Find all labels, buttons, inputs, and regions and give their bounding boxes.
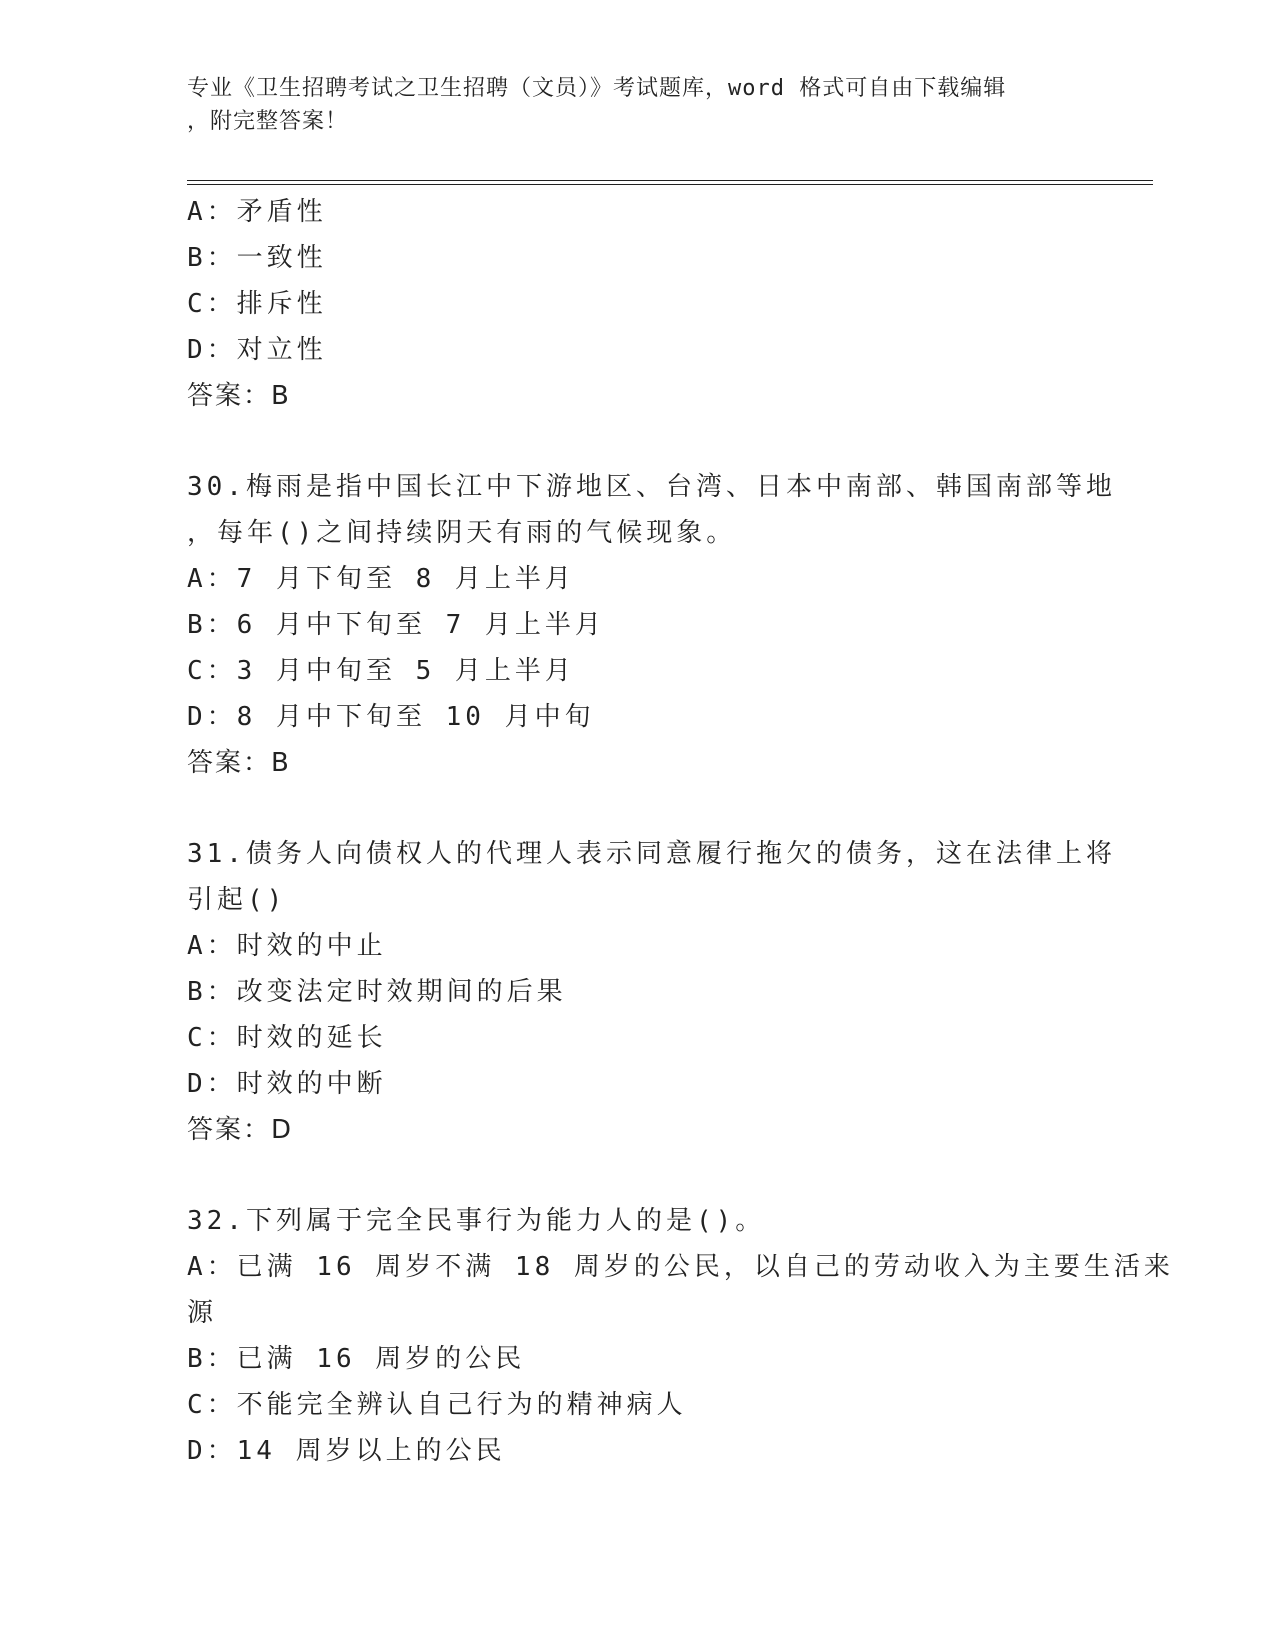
question-stem-continued: 引起() [187,885,287,915]
answer: 答案：B [187,748,291,778]
header-line-2: ，附完整答案！ [187,109,349,134]
question-stem: 32.下列属于完全民事行为能力人的是()。 [187,1206,766,1236]
option-a: A：已满 16 周岁不满 18 周岁的公民，以自己的劳动收入为主要生活来 [187,1252,1174,1282]
question-stem: 30.梅雨是指中国长江中下游地区、台湾、日本中南部、韩国南部等地 [187,472,1116,502]
option-b: B：已满 16 周岁的公民 [187,1344,526,1374]
option-a: A：矛盾性 [187,197,327,227]
document-header [187,72,1087,138]
option-c: C：3 月中旬至 5 月上半月 [187,656,575,686]
option-d: D：对立性 [187,335,327,365]
answer: 答案：B [187,381,291,411]
option-d: D：8 月中下旬至 10 月中旬 [187,702,595,732]
option-b: B：6 月中下旬至 7 月上半月 [187,610,605,640]
option-c: C：排斥性 [187,289,327,319]
option-d: D：时效的中断 [187,1069,387,1099]
option-a: A：时效的中止 [187,931,387,961]
header-divider-top [187,180,1153,181]
option-a: A：7 月下旬至 8 月上半月 [187,564,575,594]
answer: 答案：D [187,1115,294,1145]
question-stem: 31.债务人向债权人的代理人表示同意履行拖欠的债务，这在法律上将 [187,839,1116,869]
option-b: B：一致性 [187,243,327,273]
option-b: B：改变法定时效期间的后果 [187,977,567,1007]
option-d: D：14 周岁以上的公民 [187,1436,506,1466]
header-line-1: 专业《卫生招聘考试之卫生招聘（文员）》考试题库，word 格式可自由下载编辑 [187,76,1007,101]
question-31-block [187,831,1116,1153]
question-30-block [187,464,1116,786]
question-list [187,189,1174,1474]
question-29-block [187,189,1087,419]
option-c: C：时效的延长 [187,1023,387,1053]
question-32-block [187,1198,1174,1474]
header-divider-bottom [187,184,1153,185]
question-stem-continued: ，每年()之间持续阴天有雨的气候现象。 [187,518,737,548]
option-a-continued: 源 [187,1298,218,1328]
option-c: C：不能完全辨认自己行为的精神病人 [187,1390,687,1420]
